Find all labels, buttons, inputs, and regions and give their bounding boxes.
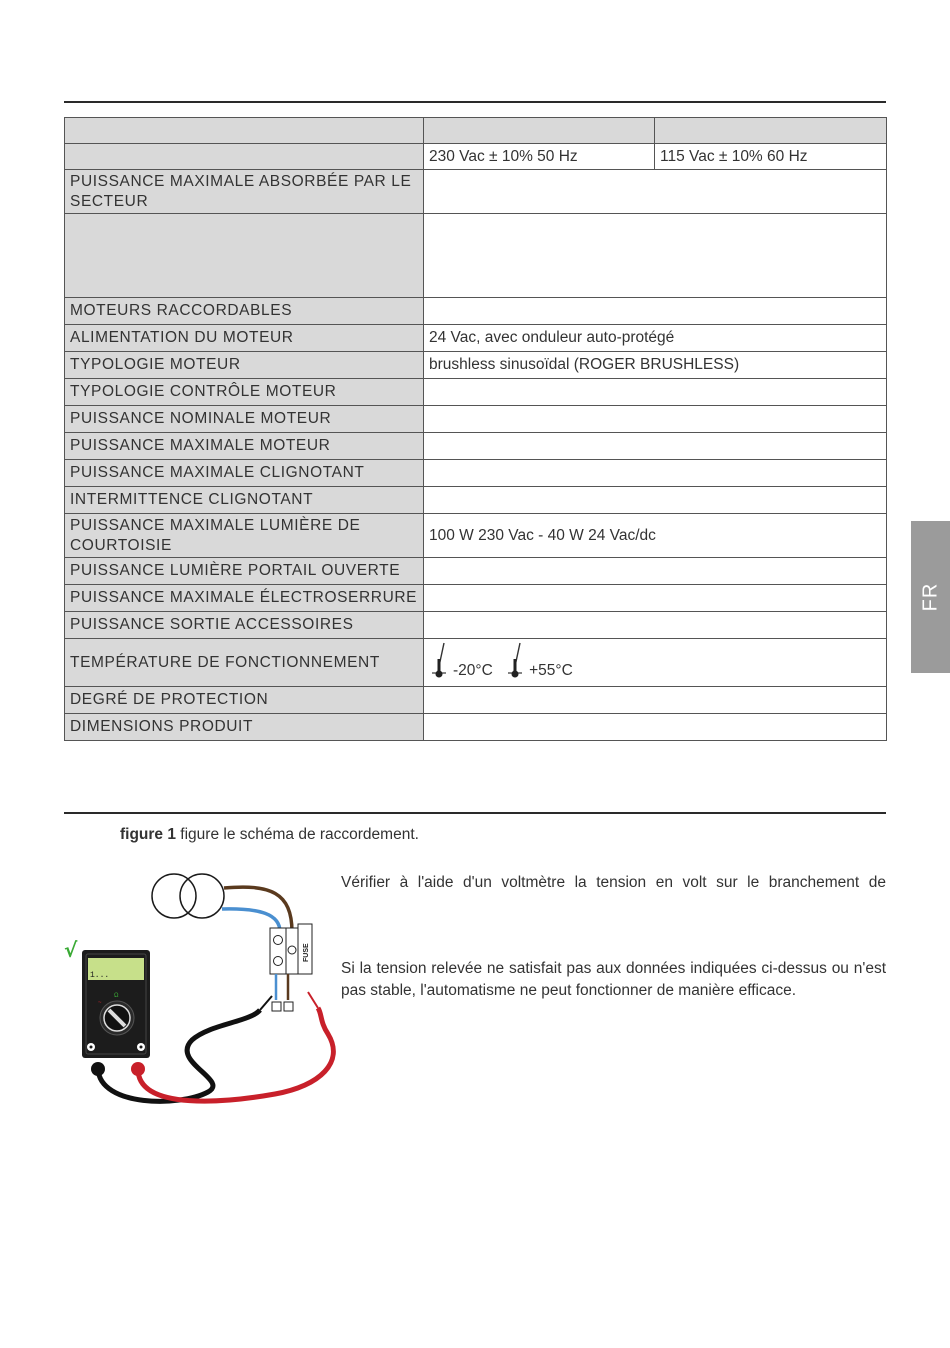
table-row	[65, 433, 887, 460]
row-label: DEGRÉ DE PROTECTION	[65, 687, 424, 714]
row-value	[424, 406, 887, 433]
temp-min	[429, 641, 493, 679]
temperature-row	[65, 639, 887, 687]
temp-min-label: -20°C	[453, 661, 493, 679]
header-col2-cell	[655, 118, 887, 144]
wiring-figure	[60, 862, 345, 1112]
instruction-paragraph: Vérifier à l'aide d'un voltmètre la tension en volt sur le branchement de	[341, 874, 886, 891]
row-value: brushless sinusoïdal (ROGER BRUSHLESS)	[424, 352, 887, 379]
row-label: DIMENSIONS PRODUIT	[65, 714, 424, 741]
spec-table	[64, 117, 887, 741]
row-value	[424, 170, 887, 214]
table-row	[65, 298, 887, 325]
warning-paragraph: Si la tension relevée ne satisfait pas aux données indiquées ci-dessus ou n'est pas stable, l'automatisme ne peut fonctionner de manière efficace.	[341, 960, 886, 999]
table-row	[65, 460, 887, 487]
row-value	[424, 433, 887, 460]
temperature-label: TEMPÉRATURE DE FONCTIONNEMENT	[65, 639, 424, 687]
supply-row	[65, 144, 887, 170]
table-row	[65, 585, 887, 612]
row-label	[65, 214, 424, 298]
multimeter-icon	[82, 950, 150, 1058]
table-header-row	[65, 118, 887, 144]
thermometer-icon	[429, 641, 449, 679]
language-tab	[911, 521, 950, 673]
table-row	[65, 714, 887, 741]
supply-label-cell	[65, 144, 424, 170]
row-value	[424, 487, 887, 514]
row-value	[424, 714, 887, 741]
row-label: ALIMENTATION DU MOTEUR	[65, 325, 424, 352]
table-row	[65, 487, 887, 514]
row-label: TYPOLOGIE CONTRÔLE MOTEUR	[65, 379, 424, 406]
language-tab-label: FR	[919, 582, 941, 612]
voltmeter-diagram	[60, 862, 345, 1107]
row-value	[424, 298, 887, 325]
transformer-icon	[152, 874, 224, 918]
row-value	[424, 379, 887, 406]
table-row	[65, 558, 887, 585]
table-row	[65, 325, 887, 352]
fuse-label: FUSE	[303, 943, 310, 962]
row-value: 24 Vac, avec onduleur auto-protégé	[424, 325, 887, 352]
row-value	[424, 612, 887, 639]
thermometer-icon	[505, 641, 525, 679]
row-label: INTERMITTENCE CLIGNOTANT	[65, 487, 424, 514]
table-row	[65, 687, 887, 714]
svg-text:1...: 1...	[90, 971, 110, 980]
svg-text:Ω: Ω	[114, 993, 119, 999]
table-row	[65, 214, 887, 298]
row-label: PUISSANCE SORTIE ACCESSOIRES	[65, 612, 424, 639]
terminal-block	[270, 924, 312, 974]
supply-230-cell: 230 Vac ± 10% 50 Hz	[424, 144, 655, 170]
row-label: MOTEURS RACCORDABLES	[65, 298, 424, 325]
figure-ref: figure 1	[120, 826, 176, 843]
table-row	[65, 514, 887, 558]
temperature-value	[424, 639, 887, 687]
row-label: PUISSANCE NOMINALE MOTEUR	[65, 406, 424, 433]
temp-max-label: +55°C	[529, 661, 573, 679]
table-row	[65, 170, 887, 214]
row-value	[424, 460, 887, 487]
row-label: PUISSANCE MAXIMALE CLIGNOTANT	[65, 460, 424, 487]
table-row	[65, 612, 887, 639]
table-row	[65, 406, 887, 433]
section-rule	[64, 812, 886, 814]
table-row	[65, 352, 887, 379]
top-rule	[64, 101, 886, 103]
row-label: TYPOLOGIE MOTEUR	[65, 352, 424, 379]
temp-max	[505, 641, 573, 679]
svg-text:~: ~	[98, 1000, 102, 1006]
header-label-cell	[65, 118, 424, 144]
row-value: 100 W 230 Vac - 40 W 24 Vac/dc	[424, 514, 887, 558]
check-mark: √	[64, 938, 78, 962]
row-label: PUISSANCE LUMIÈRE PORTAIL OUVERTE	[65, 558, 424, 585]
row-value	[424, 214, 887, 298]
table-row	[65, 379, 887, 406]
row-value	[424, 585, 887, 612]
row-label: PUISSANCE MAXIMALE LUMIÈRE DE COURTOISIE	[65, 514, 424, 558]
header-col1-cell	[424, 118, 655, 144]
row-value	[424, 558, 887, 585]
figure-caption	[120, 826, 419, 844]
row-value	[424, 687, 887, 714]
row-label: PUISSANCE MAXIMALE ABSORBÉE PAR LE SECTEUR	[65, 170, 424, 214]
row-label: PUISSANCE MAXIMALE MOTEUR	[65, 433, 424, 460]
caption-text: figure le schéma de raccordement.	[175, 826, 419, 843]
supply-115-cell: 115 Vac ± 10% 60 Hz	[655, 144, 887, 170]
row-label: PUISSANCE MAXIMALE ÉLECTROSERRURE	[65, 585, 424, 612]
